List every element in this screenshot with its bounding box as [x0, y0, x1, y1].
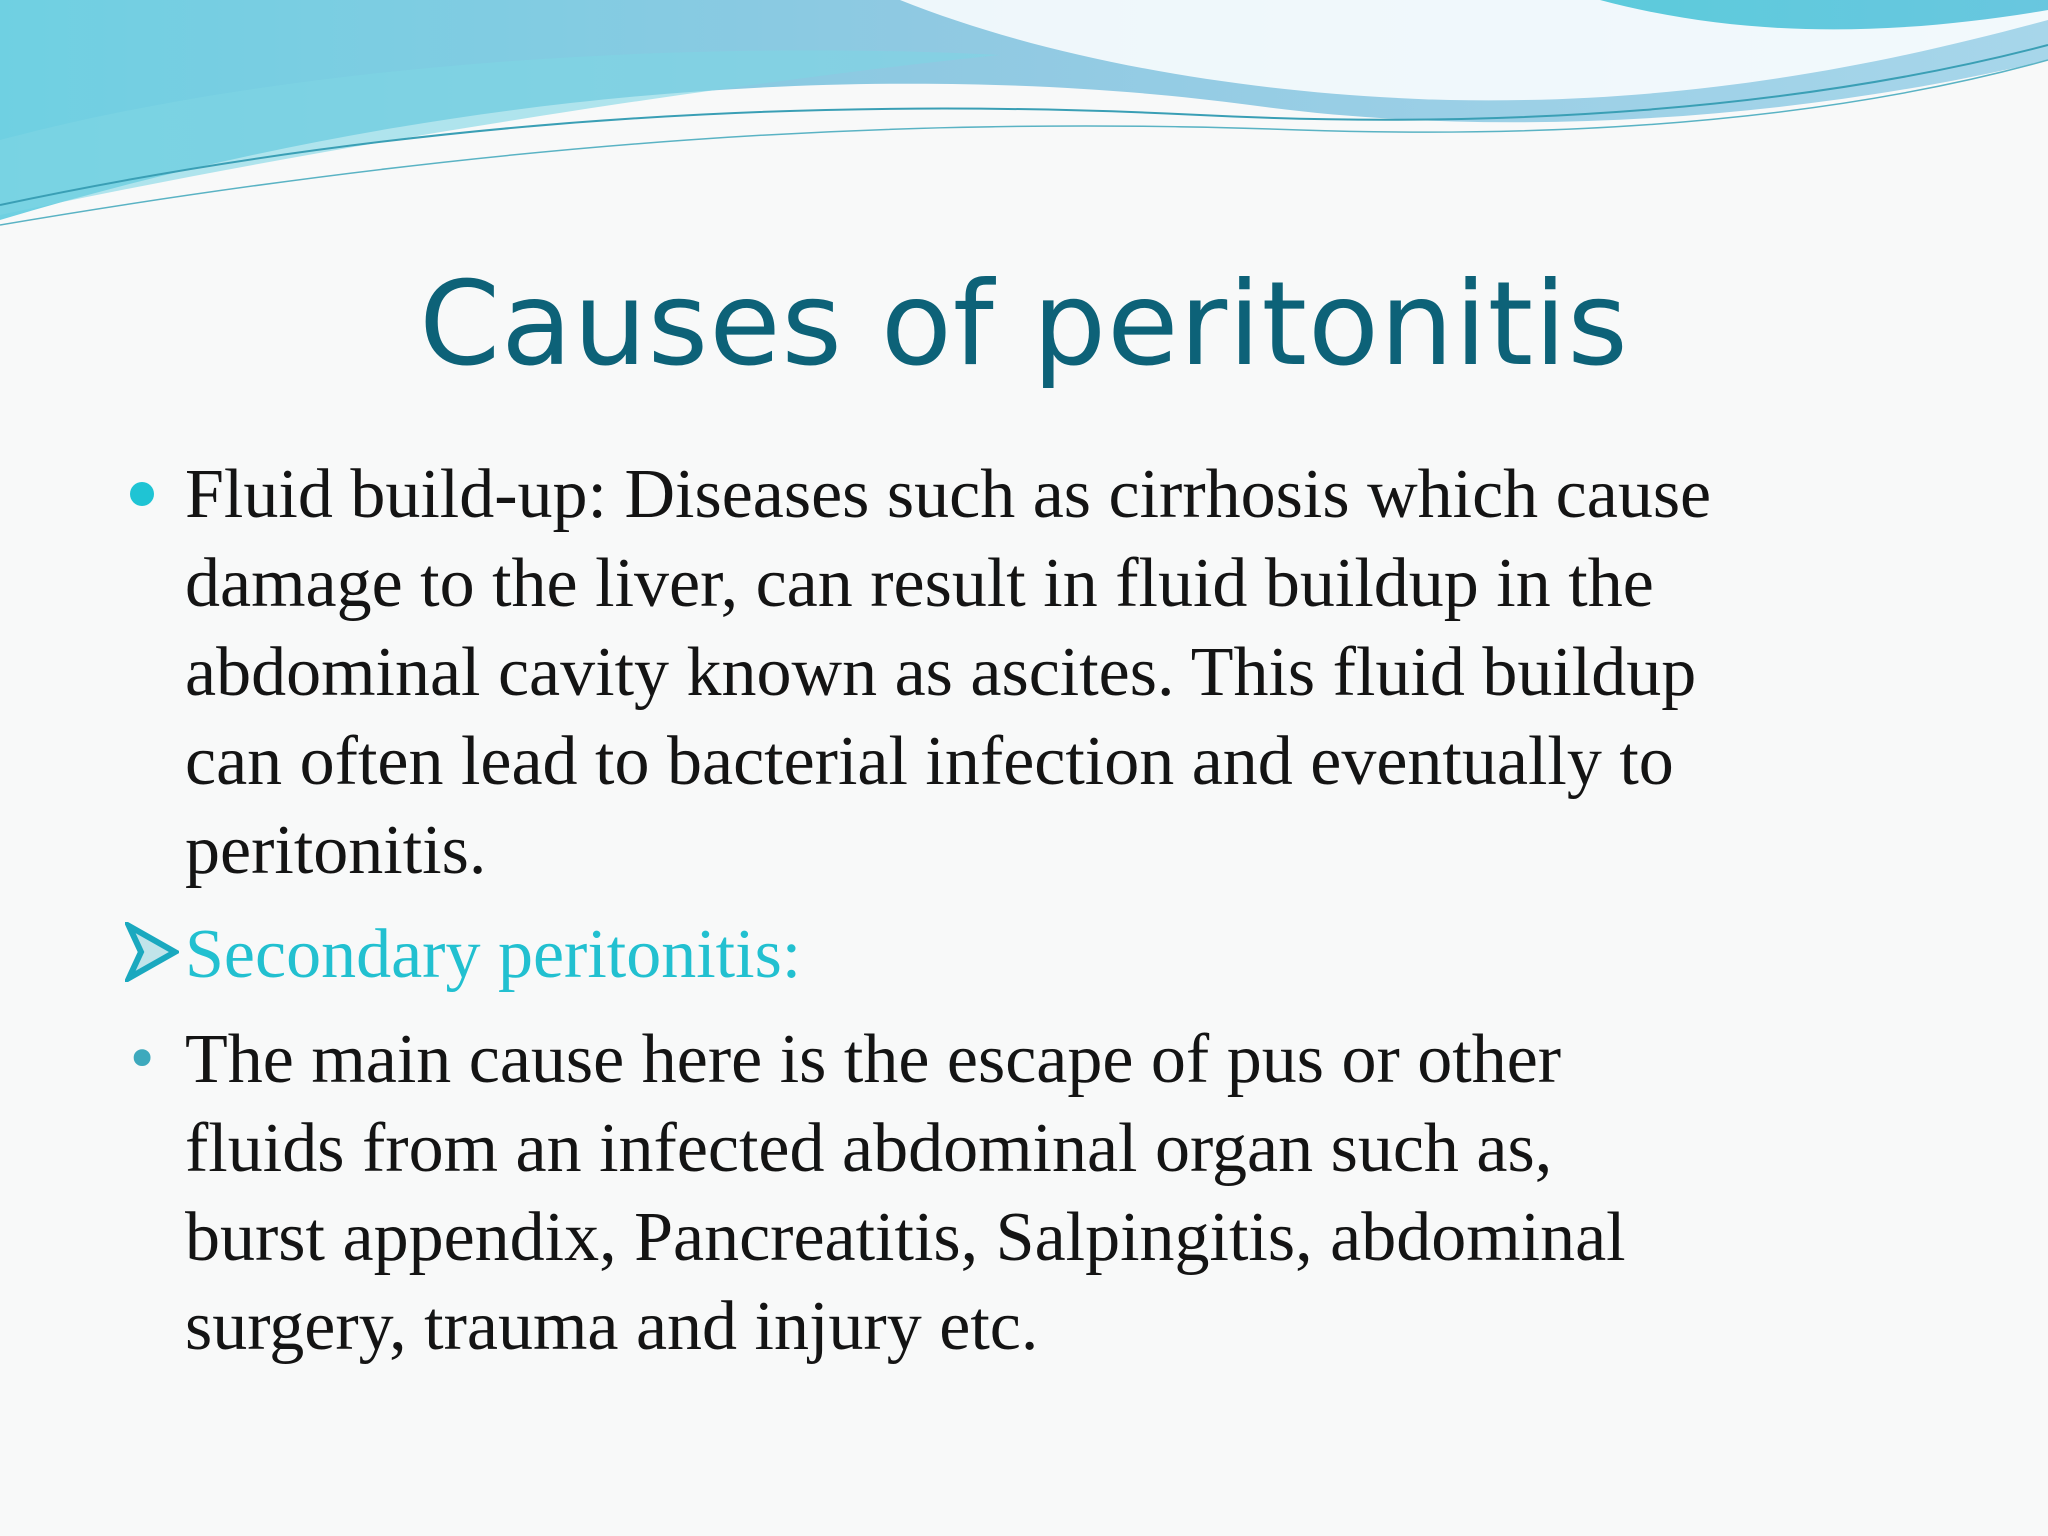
list-item-line: fluids from an infected abdominal organ such as, [185, 1110, 1553, 1187]
list-item-line: Fluid build-up: Diseases such as cirrhosis which cause [185, 456, 1712, 533]
list-item-line: peritonitis. [185, 812, 487, 889]
arrow-bullet-icon [125, 922, 179, 982]
list-item-fluid-buildup [185, 450, 1945, 895]
list-item-line: surgery, trauma and injury etc. [185, 1288, 1039, 1365]
list-item-secondary-heading [185, 910, 1945, 999]
list-item-line: burst appendix, Pancreatitis, Salpingitis, abdominal [185, 1199, 1626, 1276]
bullet-small-dot-icon: • [125, 1025, 160, 1093]
page-title: Causes of peritonitis [419, 257, 1629, 392]
list-item-line: can often lead to bacterial infection and eventually to [185, 723, 1674, 800]
list-item-line: damage to the liver, can result in fluid buildup in the [185, 545, 1654, 622]
list-item-main-cause [125, 1015, 1945, 1371]
decorative-wave-header [0, 0, 2048, 240]
list-item-line: Secondary peritonitis: [185, 916, 802, 993]
list-item-line: The main cause here is the escape of pus or other [185, 1021, 1562, 1098]
bullet-dot-icon [130, 482, 154, 506]
list-item-line: abdominal cavity known as ascites. This fluid buildup [185, 634, 1697, 711]
